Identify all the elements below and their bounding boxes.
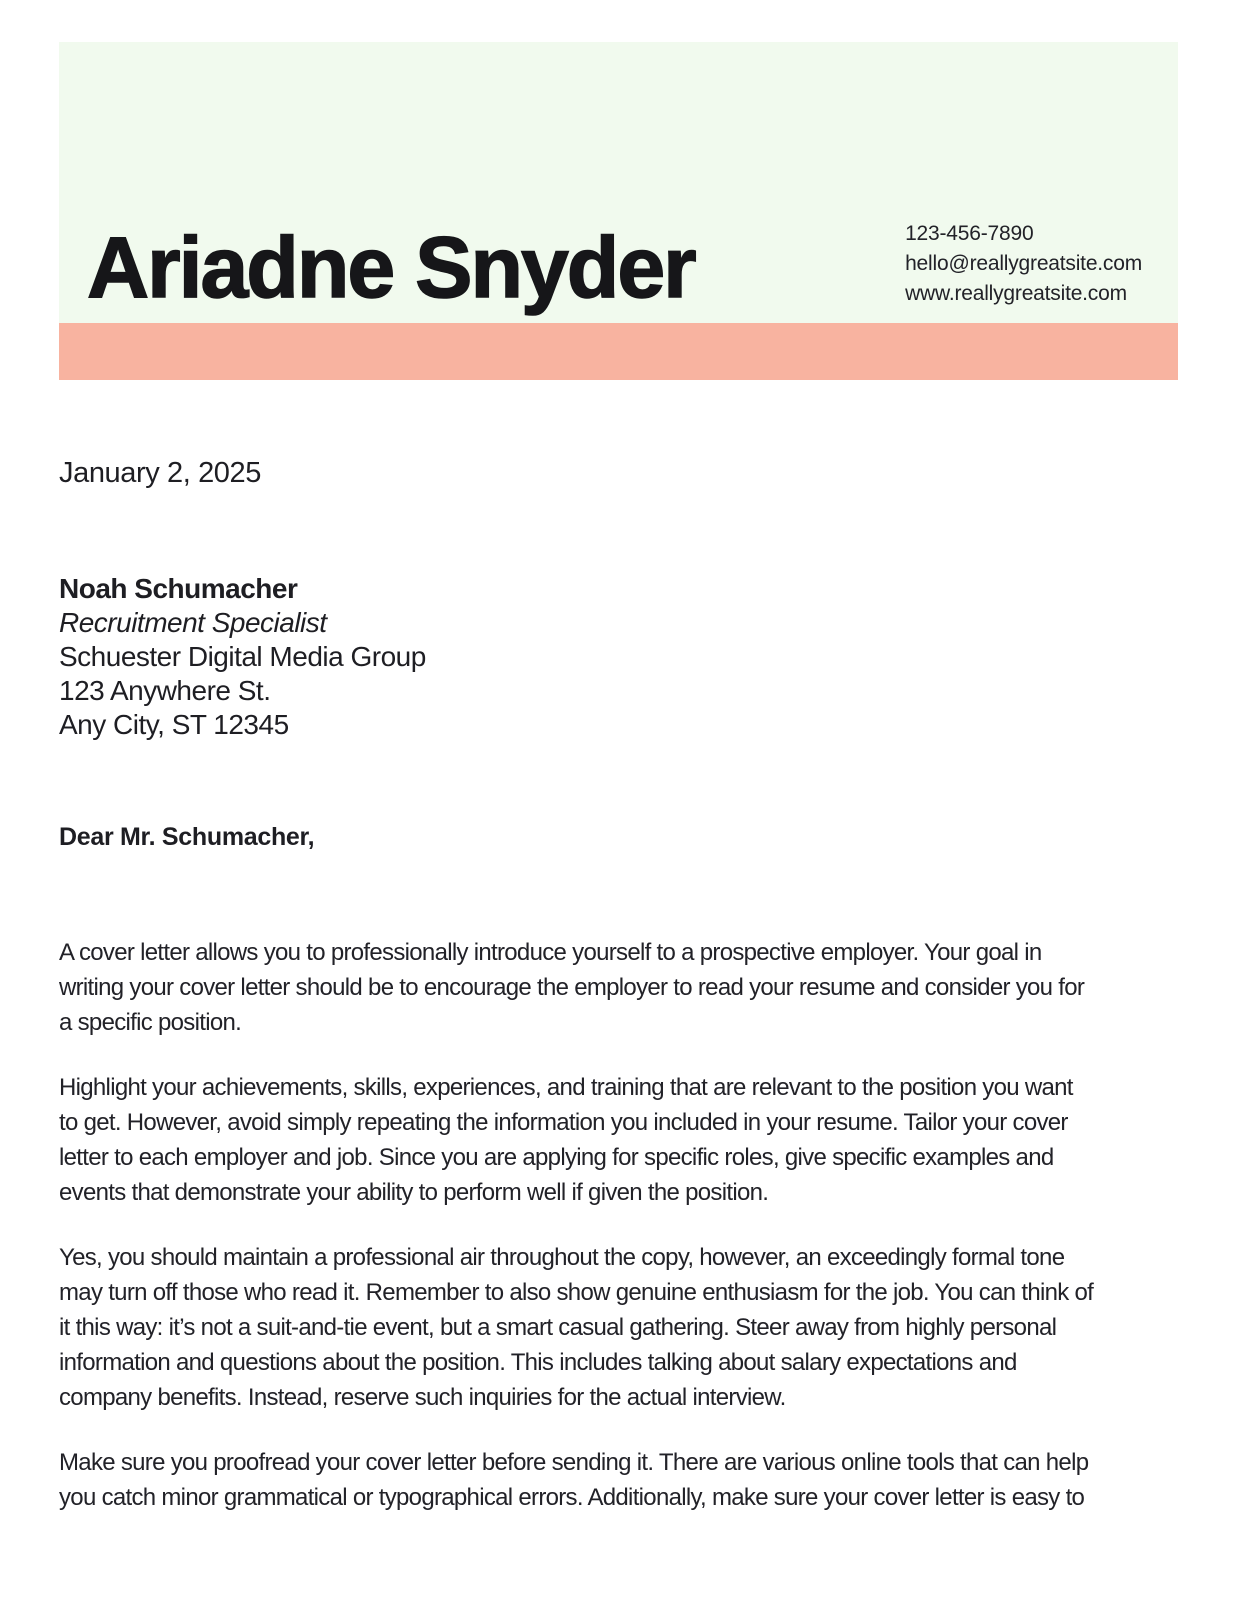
- contact-info: [905, 219, 1142, 309]
- paragraph-line: a specific position.: [59, 1009, 242, 1036]
- recipient-title: Recruitment Specialist: [59, 607, 327, 638]
- paragraph-line: you catch minor grammatical or typographical errors. Additionally, make sure your cover letter is easy to: [59, 1484, 1085, 1511]
- paragraph-line: letter to each employer and job. Since you are applying for specific roles, give specific examples and: [59, 1144, 1054, 1171]
- letterhead: [59, 42, 1178, 323]
- paragraph-line: Highlight your achievements, skills, experiences, and training that are relevant to the position you want: [59, 1074, 1073, 1101]
- paragraph-line: company benefits. Instead, reserve such inquiries for the actual interview.: [59, 1384, 786, 1411]
- paragraph-line: events that demonstrate your ability to perform well if given the position.: [59, 1179, 769, 1206]
- contact-phone: 123-456-7890: [905, 222, 1034, 245]
- paragraph-line: writing your cover letter should be to encourage the employer to read your resume and consider you for: [59, 974, 1085, 1001]
- paragraph-line: A cover letter allows you to professionally introduce yourself to a prospective employer. Your goal in: [59, 939, 1042, 966]
- body-paragraph-2: [59, 1070, 1189, 1210]
- body-paragraph-1: [59, 935, 1189, 1040]
- greeting: Dear Mr. Schumacher,: [59, 823, 315, 851]
- paragraph-line: Make sure you proofread your cover letter before sending it. There are various online tools that can help: [59, 1449, 1089, 1476]
- paragraph-line: to get. However, avoid simply repeating the information you included in your resume. Tailor your cover: [59, 1109, 1068, 1136]
- body-paragraph-4: [59, 1445, 1189, 1515]
- paragraph-line: may turn off those who read it. Remember to also show genuine enthusiasm for the job. You can think of: [59, 1279, 1094, 1306]
- contact-website: www.reallygreatsite.com: [905, 282, 1127, 305]
- recipient-address-line1: 123 Anywhere St.: [59, 675, 271, 706]
- recipient-name: Noah Schumacher: [59, 573, 298, 604]
- recipient-block: [59, 572, 1189, 742]
- paragraph-line: information and questions about the position. This includes talking about salary expectations and: [59, 1349, 1017, 1376]
- recipient-company: Schuester Digital Media Group: [59, 641, 426, 672]
- body-paragraph-3: [59, 1240, 1189, 1415]
- letter-content: [59, 380, 1189, 1515]
- contact-email: hello@reallygreatsite.com: [905, 252, 1142, 275]
- paragraph-line: Yes, you should maintain a professional air throughout the copy, however, an exceedingly formal tone: [59, 1244, 1065, 1271]
- letter-body: [59, 935, 1189, 1515]
- accent-bar: [59, 323, 1178, 380]
- sender-name: Ariadne Snyder: [87, 219, 695, 316]
- recipient-address-line2: Any City, ST 12345: [59, 709, 289, 740]
- paragraph-line: it this way: it’s not a suit-and-tie event, but a smart casual gathering. Steer away from highly personal: [59, 1314, 1057, 1341]
- letter-date: January 2, 2025: [59, 457, 261, 489]
